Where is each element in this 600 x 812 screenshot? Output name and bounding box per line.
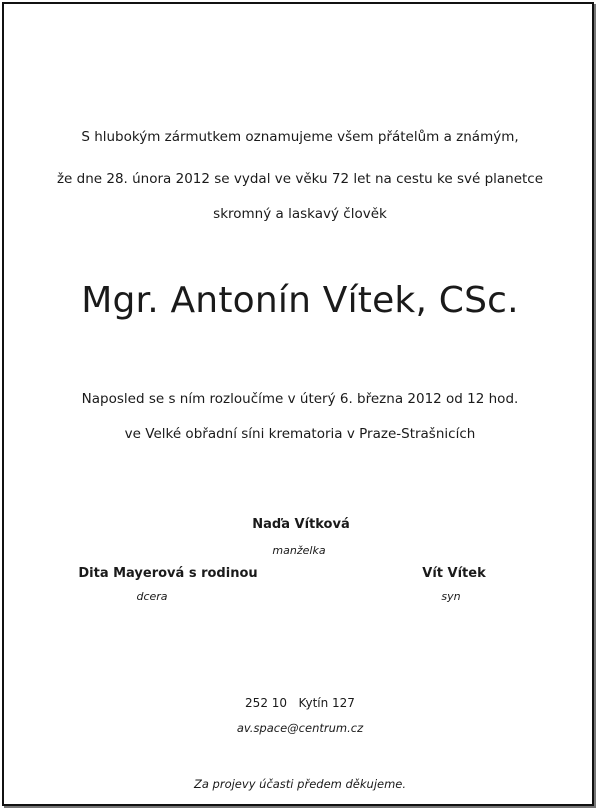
mourner-daughter-name: Dita Mayerová s rodinou (78, 566, 258, 581)
footer-thanks: Za projevy účasti předem děkujeme. (193, 777, 407, 791)
mourner-wife-name: Naďa Vítková (252, 517, 350, 532)
mourner-wife-relation: manželka (272, 544, 326, 557)
mourner-son-name: Vít Vítek (422, 566, 486, 581)
mourner-daughter-relation: dcera (136, 590, 168, 603)
announcement-line-3: skromný a laskavý člověk (213, 206, 387, 222)
announcement-line-2: že dne 28. února 2012 se vydal ve věku 72 let na cestu ke své planetce (56, 171, 544, 187)
contact-email: av.space@centrum.cz (236, 721, 364, 735)
farewell-line-2: ve Velké obřadní síni krematoria v Praze-Strašnicích (124, 426, 476, 442)
mourner-son-relation: syn (441, 590, 461, 603)
farewell-line-1: Naposled se s ním rozloučíme v úterý 6. března 2012 od 12 hod. (81, 391, 519, 407)
announcement-line-1: S hlubokým zármutkem oznamujeme všem přátelům a známým, (81, 129, 519, 145)
contact-address: 252 10 Kytín 127 (245, 696, 355, 710)
deceased-name: Mgr. Antonín Vítek, CSc. (81, 280, 519, 321)
